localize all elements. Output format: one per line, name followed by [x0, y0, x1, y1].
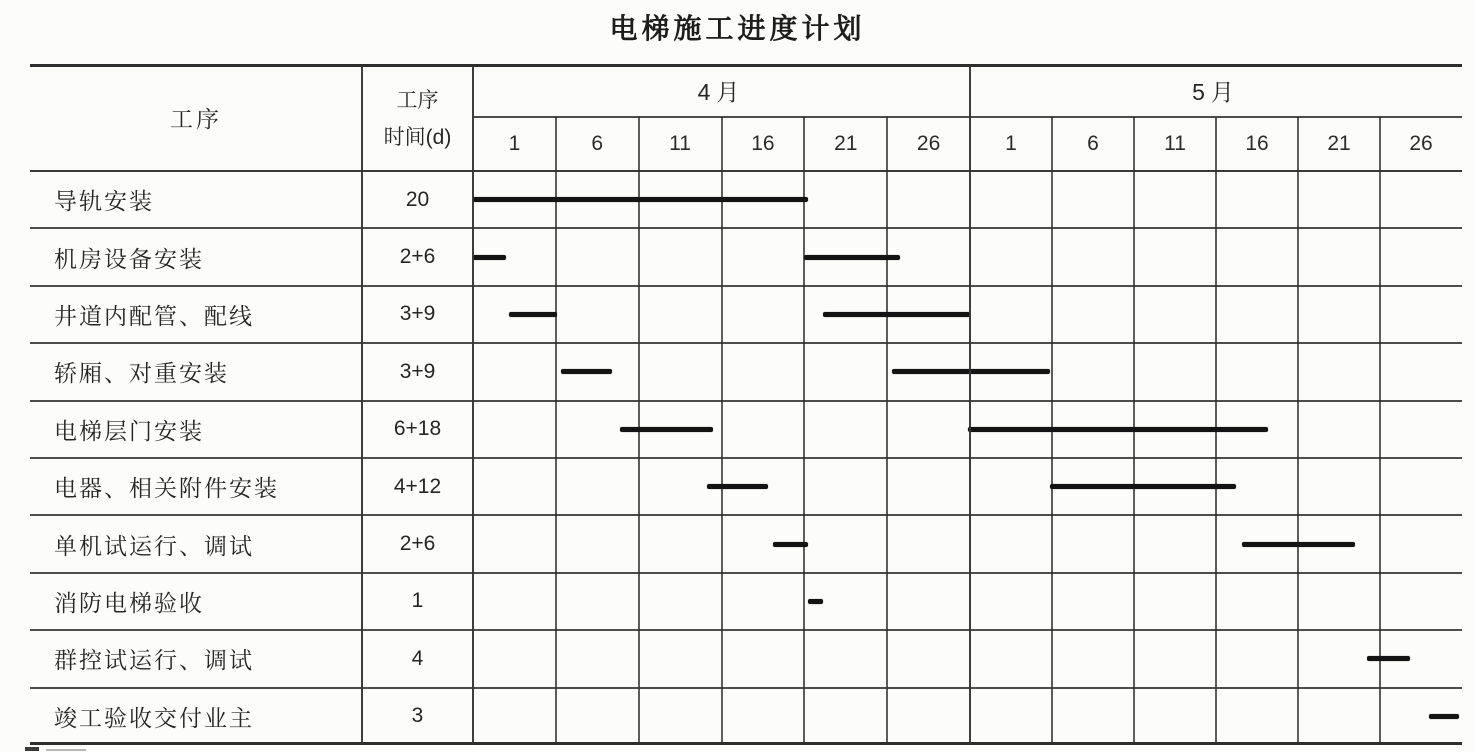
- grid-hline: [30, 285, 1462, 287]
- process-column-header: 工序: [170, 106, 222, 132]
- task-row-label: 单机试运行、调试: [54, 532, 254, 559]
- grid-hline: [30, 170, 1462, 172]
- grid-hline: [473, 116, 1462, 118]
- task-row-label: 电器、相关附件安装: [54, 475, 279, 502]
- task-duration: 1: [411, 589, 424, 613]
- month-label: 4月: [697, 79, 746, 105]
- grid-vline: [969, 64, 971, 745]
- grid-hline: [30, 400, 1462, 402]
- scan-artifact-dash: [25, 747, 39, 751]
- scan-artifact-faint: [46, 749, 86, 751]
- grid-hline: [30, 687, 1462, 689]
- duration-column-header: [362, 64, 473, 171]
- grid-hline: [30, 64, 1462, 67]
- task-duration: 2+6: [399, 245, 436, 269]
- task-row-label: 竣工验收交付业主: [54, 704, 254, 731]
- gantt-bar: [968, 427, 1268, 432]
- grid-hline: [30, 572, 1462, 574]
- day-tick-label: 21: [834, 132, 858, 155]
- grid-vline: [1379, 117, 1381, 745]
- gantt-bar: [808, 599, 823, 604]
- gantt-bar: [473, 197, 808, 202]
- duration-header-line1: 工序: [396, 89, 439, 112]
- gantt-bar: [1242, 542, 1355, 547]
- gantt-bar: [1367, 656, 1410, 661]
- task-row-label: 轿厢、对重安装: [54, 360, 229, 387]
- day-tick-label: 16: [1245, 132, 1269, 155]
- gantt-bar: [561, 369, 612, 374]
- task-row-label: 机房设备安装: [54, 245, 204, 272]
- day-tick-label: 26: [916, 132, 941, 155]
- grid-hline: [30, 227, 1462, 229]
- grid-vline: [721, 117, 723, 745]
- grid-vline: [1297, 117, 1299, 745]
- gantt-bar: [1429, 714, 1459, 719]
- gantt-table: [30, 64, 1462, 745]
- task-duration: 20: [405, 187, 430, 211]
- day-tick-label: 16: [751, 132, 775, 155]
- task-duration: 3: [411, 704, 424, 728]
- day-tick-label: 26: [1409, 132, 1433, 155]
- task-row-label: 电梯层门安装: [54, 417, 204, 444]
- task-duration: 3+9: [399, 359, 436, 383]
- day-tick-label: 6: [1087, 132, 1099, 155]
- task-duration: 3+9: [399, 302, 436, 326]
- gantt-bar: [707, 484, 768, 489]
- task-row-label: 群控试运行、调试: [54, 647, 254, 674]
- grid-vline: [886, 117, 888, 745]
- day-tick-label: 21: [1327, 132, 1351, 155]
- gantt-bar: [1050, 484, 1235, 489]
- gantt-bar: [892, 369, 1050, 374]
- chart-title: 电梯施工进度计划: [609, 13, 866, 44]
- grid-vline: [803, 117, 805, 745]
- grid-vline: [555, 117, 557, 745]
- gantt-bar: [773, 542, 808, 547]
- task-row-label: 导轨安装: [54, 188, 154, 215]
- gantt-bar: [620, 427, 713, 432]
- task-row-label: 消防电梯验收: [54, 589, 204, 616]
- task-duration: 4: [411, 646, 424, 670]
- grid-vline: [361, 64, 363, 745]
- task-duration: 4+12: [393, 474, 442, 498]
- task-duration: 2+6: [399, 532, 436, 556]
- gantt-bar: [823, 312, 970, 317]
- day-tick-label: 11: [1164, 132, 1186, 155]
- grid-hline: [30, 514, 1462, 516]
- gantt-bar: [509, 312, 557, 317]
- task-row-label: 井道内配管、配线: [54, 302, 254, 329]
- duration-header-line2: 时间(d): [383, 126, 452, 149]
- grid-hline: [30, 457, 1462, 459]
- grid-hline: [30, 629, 1462, 631]
- grid-hline: [30, 742, 1462, 745]
- task-duration: 6+18: [393, 417, 442, 441]
- day-tick-label: 11: [669, 132, 691, 155]
- grid-hline: [30, 342, 1462, 344]
- day-tick-label: 1: [508, 132, 521, 155]
- month-label: 5月: [1192, 79, 1240, 105]
- gantt-bar: [473, 255, 506, 260]
- day-tick-label: 1: [1005, 132, 1017, 155]
- gantt-bar: [804, 255, 900, 260]
- day-tick-label: 6: [591, 132, 604, 155]
- grid-vline: [472, 64, 474, 745]
